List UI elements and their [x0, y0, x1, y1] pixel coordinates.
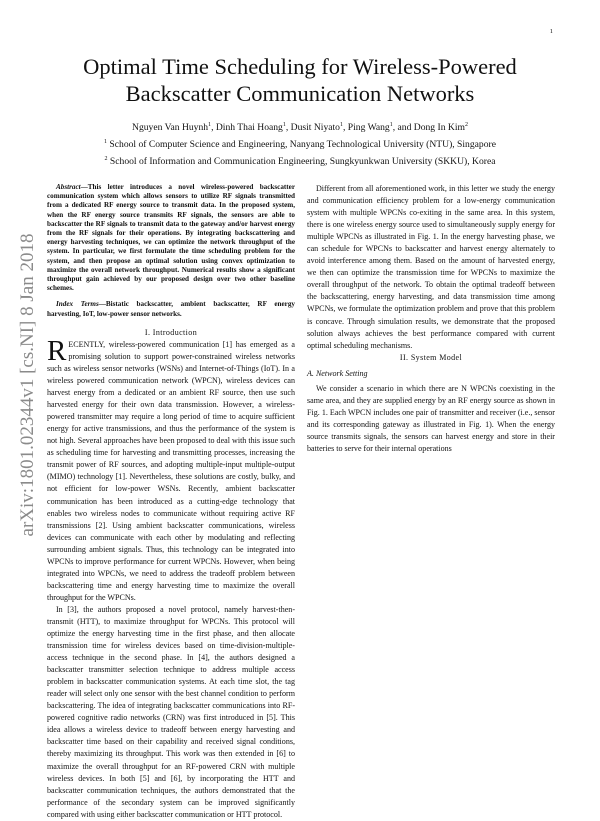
- index-terms-label: Index Terms: [56, 300, 99, 309]
- author-name: Nguyen Van Huynh: [132, 122, 209, 134]
- body-paragraph: In [3], the authors proposed a novel protocol, namely harvest-then-transmit (HTT), to maximize throughput for WPCNs. This protocol will optimize the energy harvesting time in the first phase, and then allocate transmission time for wireless devices based on time-division-multiple-access technique in the second phase. In [4], the authors designed a backscatter transmitter selection technique to address multiple access problem in backscatter communication systems. At each time slot, the tag reader will select only one sensor with the best channel condition to perform backscattering. The idea of integrating backscatter communications into RF-powered cognitive radio networks (CRN) was first introduced in [5]. This idea allows a wireless device to tradeoff between energy harvesting and backscatter time based on their capability and received signal conditions, thereby maximizing its throughput. This work was then extended in [6] to maximize the overall throughput for an RF-powered CRN with multiple wireless devices. In both [5] and [6], by incorporating the HTT and backscatter communication techniques, the authors demonstrated that the performance of the secondary system can be improved significantly compared with using either backscatter communication or HTT protocol.: [47, 604, 295, 819]
- paper-title: Optimal Time Scheduling for Wireless-Powered Backscatter Communication Networks: [83, 54, 517, 106]
- subsection-heading: A. Network Setting: [307, 368, 368, 378]
- author-affiliation-mark: 1: [389, 122, 393, 128]
- body-paragraph: Different from all aforementioned work, in this letter we study the energy and communication efficiency problem for a low-energy communication system with multiple WPCNs co-exiting in the same area. In this system, there is one wireless energy source used to simultaneously supply energy for multiple WPCNs as illustrated in Fig. 1. In the energy harvesting phase, we can schedule for WPCNs to backscatter and harvest energy alternately to avoid interference among them. Based on the amount of harvested energy, we then can optimize the transmission time for WPCNs to maximize the overall throughput of the network. To obtain the optimal tradeoff between the backscattering, energy harvesting, and data transmission time among WPCNs, we formulate the optimization problem and prove that this problem is concave. Through simulation results, we demonstrate that the proposed solution always achieves the best performance compared with current optimal scheduling mechanisms.: [307, 184, 555, 350]
- author-name: and Dong In Kim: [397, 122, 465, 134]
- drop-cap: R: [47, 334, 67, 367]
- page-number: 1: [549, 28, 553, 35]
- author-name: Dusit Niyato: [290, 122, 340, 134]
- affiliation-mark: 1: [104, 139, 108, 146]
- index-terms-text: Bistatic backscatter, ambient backscatter, RF energy harvesting, IoT, low-power sensor networks.: [47, 300, 295, 318]
- right-column: [307, 183, 555, 455]
- author-affiliation-mark: 1: [282, 122, 286, 128]
- intro-lead-word: ECENTLY,: [68, 339, 106, 349]
- left-column: [47, 183, 295, 821]
- abstract-label: Abstract: [56, 183, 81, 191]
- affiliation-text: School of Information and Communication Engineering, Sungkyunkwan University (SKKU), Korea: [109, 156, 496, 168]
- arxiv-identifier-text: arXiv:1801.02344v1 [cs.NI] 8 Jan 2018: [17, 233, 38, 537]
- body-paragraph: We consider a scenario in which there are N WPCNs coexisting in the same area, and they are supplied energy by an RF energy source as shown in Fig. 1. Each WPCN includes one pair of transmitter and receiver (i.e., sensor and its corresponding gateway as illustrated in Fig. 1). When the energy source transmits signals, the sensors can harvest energy and store in their batteries to serve for their internal operations: [307, 383, 555, 453]
- abstract-dash: —: [80, 183, 88, 191]
- author-affiliation-mark: 1: [208, 122, 212, 128]
- author-name: Dinh Thai Hoang: [215, 122, 283, 134]
- affiliation-line: [40, 152, 560, 169]
- intro-paragraph: [47, 334, 295, 604]
- author-affiliation-mark: 2: [464, 122, 468, 128]
- author-block: [40, 118, 560, 170]
- affiliation-mark: 2: [104, 156, 108, 163]
- index-terms: [47, 300, 295, 318]
- affiliation-text: School of Computer Science and Engineering, Nanyang Technological University (NTU), Singapore: [109, 139, 496, 151]
- author-names: Nguyen Van Huynh$^1$, Dinh Thai Hoang$^1$, Dusit Niyato$^1$, Ping Wang$^1$, and Dong In Kim$^2$: [132, 122, 468, 134]
- section-heading: II. System Model: [399, 352, 463, 362]
- abstract-text: This letter introduces a novel wireless-powered backscatter communication system which allows sensors to utilize RF signals transmitted from a dedicated RF energy source to transmit data. In the proposed system, when the RF energy source transmits RF signals, the sensors are able to backscatter the RF signals to transmit data to the gateway and/or harvest energy from the RF signals for their operations. By integrating backscattering and energy harvesting techniques, we can optimize the network throughput of the system. In particular, we first formulate the time scheduling problem for the system, and then propose an optimal solution using convex optimization to maximize the overall network throughput. Numerical results show a significant throughput gain achieved by our proposed design over two other baseline schemes.: [47, 183, 295, 293]
- arxiv-identifier-stamp: [18, 220, 38, 550]
- abstract: [47, 183, 295, 293]
- intro-paragraph-text: wireless-powered communication [1] has emerged as a promising solution to support power-constrained wireless networks such as wireless sensor networks (WSNs) and Internet-of-Things (IoT). In a wireless powered communication network (WPCN), wireless devices can harvest energy from a dedicated or an ambient RF source, then use such harvested energy for their own data transmission. However, a wireless-powered transmitter may require a long period of time to acquire sufficient energy for active transmissions, and thus the performance of the system is not high. Several approaches have been proposed to deal with this issue such as scheduling time for harvesting and transmitting processes, increasing the transmit power of RF sources, and adopting multiple-input multiple-output (MIMO) technology [1]. Nevertheless, these solutions are costly, bulky, and not efficient for low-power WSNs. Recently, ambient backscatter communication has been introduced as a cutting-edge technology that enables two wireless nodes to communicate without requiring active RF transmissions [2]. Using ambient backscatter communications, wireless devices can communicate with each other by modulating and reflecting surrounding ambient signals. Thus, this technology can be integrated into WPCNs to improve performance for current WPCNs. However, when being integrated into WPCNs, we need to address the tradeoff problem between backscattering time and energy harvesting time to maximize the overall throughput for the WPCNs.: [47, 339, 295, 602]
- author-name: Ping Wang: [347, 122, 390, 134]
- section-heading: I. Introduction: [144, 327, 198, 337]
- affiliation-line: [40, 135, 560, 152]
- index-terms-dash: —: [98, 300, 106, 309]
- author-affiliation-mark: 1: [339, 122, 343, 128]
